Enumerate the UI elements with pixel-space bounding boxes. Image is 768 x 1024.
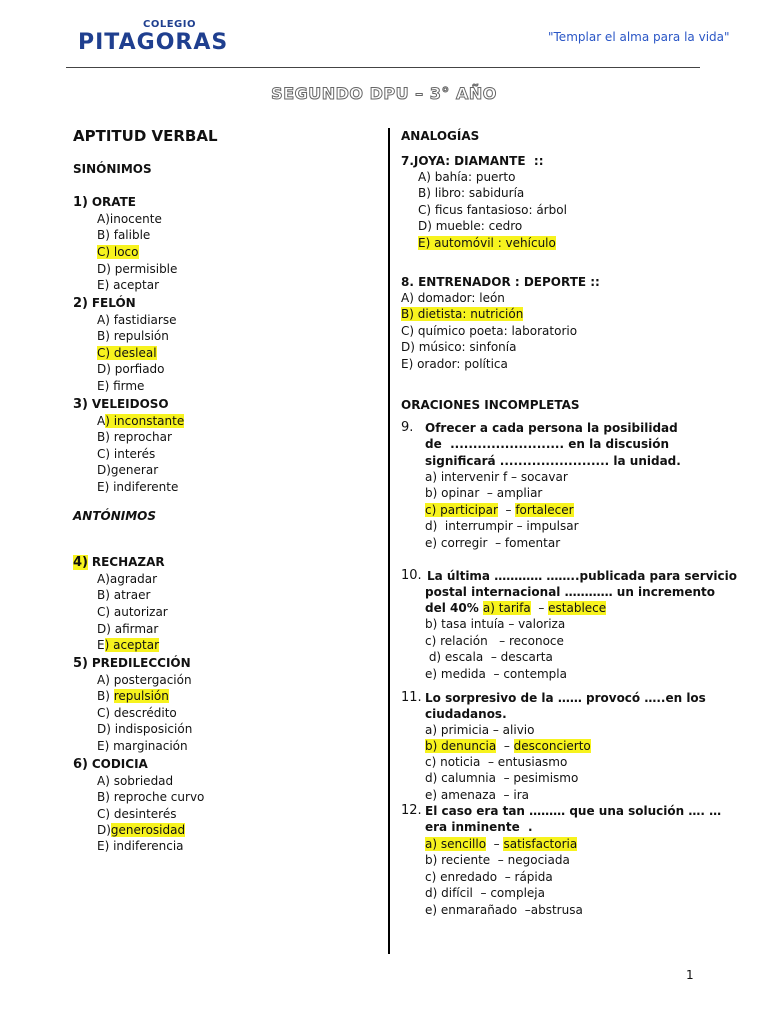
question-8-stem: 8. ENTRENADOR : DEPORTE :: xyxy=(401,275,600,289)
question-11-number: 11. xyxy=(401,690,422,705)
q10-option-b: b) tasa intuía – valoriza xyxy=(425,617,566,631)
section-oraciones-incompletas: ORACIONES INCOMPLETAS xyxy=(401,398,580,412)
q10-dash: – xyxy=(530,601,549,615)
q11-option-d: d) calumnia – pesimismo xyxy=(425,771,579,785)
q11-stem-line-2: ciudadanos. xyxy=(425,707,507,721)
question-3-number: 3) xyxy=(73,397,88,412)
q9-stem-line-2: de ......................... en la discusión xyxy=(425,437,670,451)
q4-option-e xyxy=(97,637,159,653)
q10-stem-line-2: postal internacional ………… un incremento xyxy=(425,585,716,599)
document-title: SEGUNDO DPU – 3° AÑO xyxy=(271,84,497,103)
q5-option-c: C) descrédito xyxy=(97,706,177,720)
q1-option-e: E) aceptar xyxy=(97,278,160,292)
q10-answer-highlight-1: a) tarifa xyxy=(482,601,531,615)
q9-answer-highlight-2: fortalecer xyxy=(515,503,574,517)
q11-answer-highlight-1: b) denuncia xyxy=(425,739,497,753)
q12-option-c: c) enredado – rápida xyxy=(425,870,553,884)
q5-option-d: D) indisposición xyxy=(97,722,193,736)
question-9-number: 9. xyxy=(401,420,414,435)
q11-option-b xyxy=(425,738,591,754)
q5-option-e: E) marginación xyxy=(97,739,188,753)
q6-option-c: C) desinterés xyxy=(97,807,177,821)
q6-option-b: B) reproche curvo xyxy=(97,790,205,804)
header-divider xyxy=(66,67,700,68)
q1-option-d: D) permisible xyxy=(97,262,178,276)
school-motto: "Templar el alma para la vida" xyxy=(548,30,730,44)
q10-stem-line-1: La última ………… ……..publicada para servicio xyxy=(427,569,738,583)
q6-answer-highlight: generosidad xyxy=(110,823,186,837)
section-title-aptitud-verbal: APTITUD VERBAL xyxy=(73,127,218,145)
q6-option-e: E) indiferencia xyxy=(97,839,184,853)
q4-option-b: B) atraer xyxy=(97,588,151,602)
question-1-word: ORATE xyxy=(91,195,137,209)
q9-option-d: d) interrumpir – impulsar xyxy=(425,519,579,533)
q12-dash: – xyxy=(486,837,504,851)
question-1-stem xyxy=(73,194,136,211)
question-12-number: 12. xyxy=(401,803,422,818)
q10-stem-line-3-text: del 40% xyxy=(425,601,483,615)
q3-option-a-letter: A xyxy=(97,414,106,428)
question-7-stem: 7.JOYA: DIAMANTE :: xyxy=(401,154,544,168)
q2-option-d: D) porfiado xyxy=(97,362,165,376)
question-2-number: 2) xyxy=(73,296,88,311)
q12-option-a xyxy=(425,836,577,852)
q7-option-a: A) bahía: puerto xyxy=(418,170,516,184)
q8-option-b xyxy=(401,306,523,322)
q12-answer-highlight-2: satisfactoria xyxy=(503,837,578,851)
q9-option-a: a) intervenir f – socavar xyxy=(425,470,568,484)
q8-option-d: D) músico: sinfonía xyxy=(401,340,517,354)
q4-option-a: A)agradar xyxy=(97,572,158,586)
question-1-number: 1) xyxy=(73,195,88,210)
logo-pitagoras-text: PITAGORAS xyxy=(78,30,229,55)
q8-answer-highlight: B) dietista: nutrición xyxy=(401,307,524,321)
subsection-antonimos: ANTÓNIMOS xyxy=(73,509,157,523)
question-2-stem xyxy=(73,295,136,312)
q11-dash: – xyxy=(496,739,514,753)
q11-option-c: c) noticia – entusiasmo xyxy=(425,755,568,769)
q1-option-a: A)inocente xyxy=(97,212,162,226)
page-number: 1 xyxy=(686,968,694,982)
q11-option-a: a) primicia – alivio xyxy=(425,723,535,737)
q6-option-d-letter: D) xyxy=(97,823,111,837)
q8-option-a: A) domador: león xyxy=(401,291,505,305)
question-5-stem xyxy=(73,655,191,672)
question-5-word: PREDILECCIÓN xyxy=(91,656,191,670)
q7-option-c: C) ficus fantasioso: árbol xyxy=(418,203,567,217)
q2-option-b: B) repulsión xyxy=(97,329,169,343)
question-2-word: FELÓN xyxy=(91,296,136,310)
q11-option-e: e) amenaza – ira xyxy=(425,788,529,802)
q1-option-c xyxy=(97,244,139,260)
q12-option-d: d) difícil – compleja xyxy=(425,886,545,900)
q8-option-e: E) orador: política xyxy=(401,357,508,371)
q12-option-b: b) reciente – negociada xyxy=(425,853,570,867)
q2-option-e: E) firme xyxy=(97,379,145,393)
q9-stem-line-1: Ofrecer a cada persona la posibilidad xyxy=(425,421,678,435)
question-3-stem xyxy=(73,396,169,413)
question-6-word: CODICIA xyxy=(91,757,148,771)
q7-answer-highlight: E) automóvil : vehículo xyxy=(418,236,556,250)
q12-stem-line-1: El caso era tan ……… que una solución …. … xyxy=(425,804,722,818)
q9-stem-line-3: significará ........................ la unidad. xyxy=(425,454,681,468)
question-6-number: 6) xyxy=(73,757,88,772)
q10-option-e: e) medida – contempla xyxy=(425,667,567,681)
subsection-sinonimos: SINÓNIMOS xyxy=(73,162,152,176)
q9-option-c xyxy=(425,502,574,518)
q12-option-e: e) enmarañado –abstrusa xyxy=(425,903,583,917)
q1-answer-highlight: C) loco xyxy=(97,245,139,259)
q9-answer-highlight-1: c) participar xyxy=(425,503,498,517)
q5-option-b xyxy=(97,688,169,704)
question-4-stem xyxy=(73,554,165,571)
q3-option-c: C) interés xyxy=(97,447,156,461)
q1-option-b: B) falible xyxy=(97,228,151,242)
q10-option-d: d) escala – descarta xyxy=(425,650,553,664)
q9-option-e: e) corregir – fomentar xyxy=(425,536,561,550)
q4-answer-highlight: ) aceptar xyxy=(104,638,160,652)
q2-answer-highlight: C) desleal xyxy=(97,346,157,360)
q12-answer-highlight-1: a) sencillo xyxy=(425,837,487,851)
q4-option-d: D) afirmar xyxy=(97,622,159,636)
question-4-word: RECHAZAR xyxy=(91,555,165,569)
q4-option-e-letter: E xyxy=(97,638,105,652)
q10-answer-highlight-2: establece xyxy=(548,601,607,615)
q3-option-b: B) reprochar xyxy=(97,430,172,444)
q5-option-a: A) postergación xyxy=(97,673,192,687)
q4-option-c: C) autorizar xyxy=(97,605,168,619)
q6-option-d xyxy=(97,822,185,838)
question-5-number: 5) xyxy=(73,656,88,671)
q10-stem-line-3 xyxy=(425,600,606,616)
q7-option-e xyxy=(418,235,556,251)
q11-stem-line-1: Lo sorpresivo de la …… provocó …..en los xyxy=(425,691,706,705)
q5-option-b-letter: B) xyxy=(97,689,114,703)
q5-answer-highlight: repulsión xyxy=(113,689,169,703)
q11-answer-highlight-2: desconcierto xyxy=(513,739,591,753)
section-analogias: ANALOGÍAS xyxy=(401,129,480,143)
q3-answer-highlight: ) inconstante xyxy=(105,414,185,428)
q9-option-c-dash: – xyxy=(497,503,516,517)
question-3-word: VELEIDOSO xyxy=(91,397,169,411)
q12-stem-line-2: era inminente . xyxy=(425,820,533,834)
q7-option-b: B) libro: sabiduría xyxy=(418,186,525,200)
q3-option-d: D)generar xyxy=(97,463,159,477)
q6-option-a: A) sobriedad xyxy=(97,774,174,788)
q2-option-c xyxy=(97,345,157,361)
q3-option-e: E) indiferente xyxy=(97,480,179,494)
question-4-number: 4) xyxy=(73,555,88,570)
q2-option-a: A) fastidiarse xyxy=(97,313,177,327)
column-divider xyxy=(388,128,390,954)
q9-option-b: b) opinar – ampliar xyxy=(425,486,543,500)
question-10-number: 10. xyxy=(401,568,422,583)
q7-option-d: D) mueble: cedro xyxy=(418,219,523,233)
logo-colegio-text: COLEGIO xyxy=(143,19,196,30)
q10-option-c: c) relación – reconoce xyxy=(425,634,564,648)
q8-option-c: C) químico poeta: laboratorio xyxy=(401,324,578,338)
question-6-stem xyxy=(73,756,148,773)
q3-option-a xyxy=(97,413,184,429)
